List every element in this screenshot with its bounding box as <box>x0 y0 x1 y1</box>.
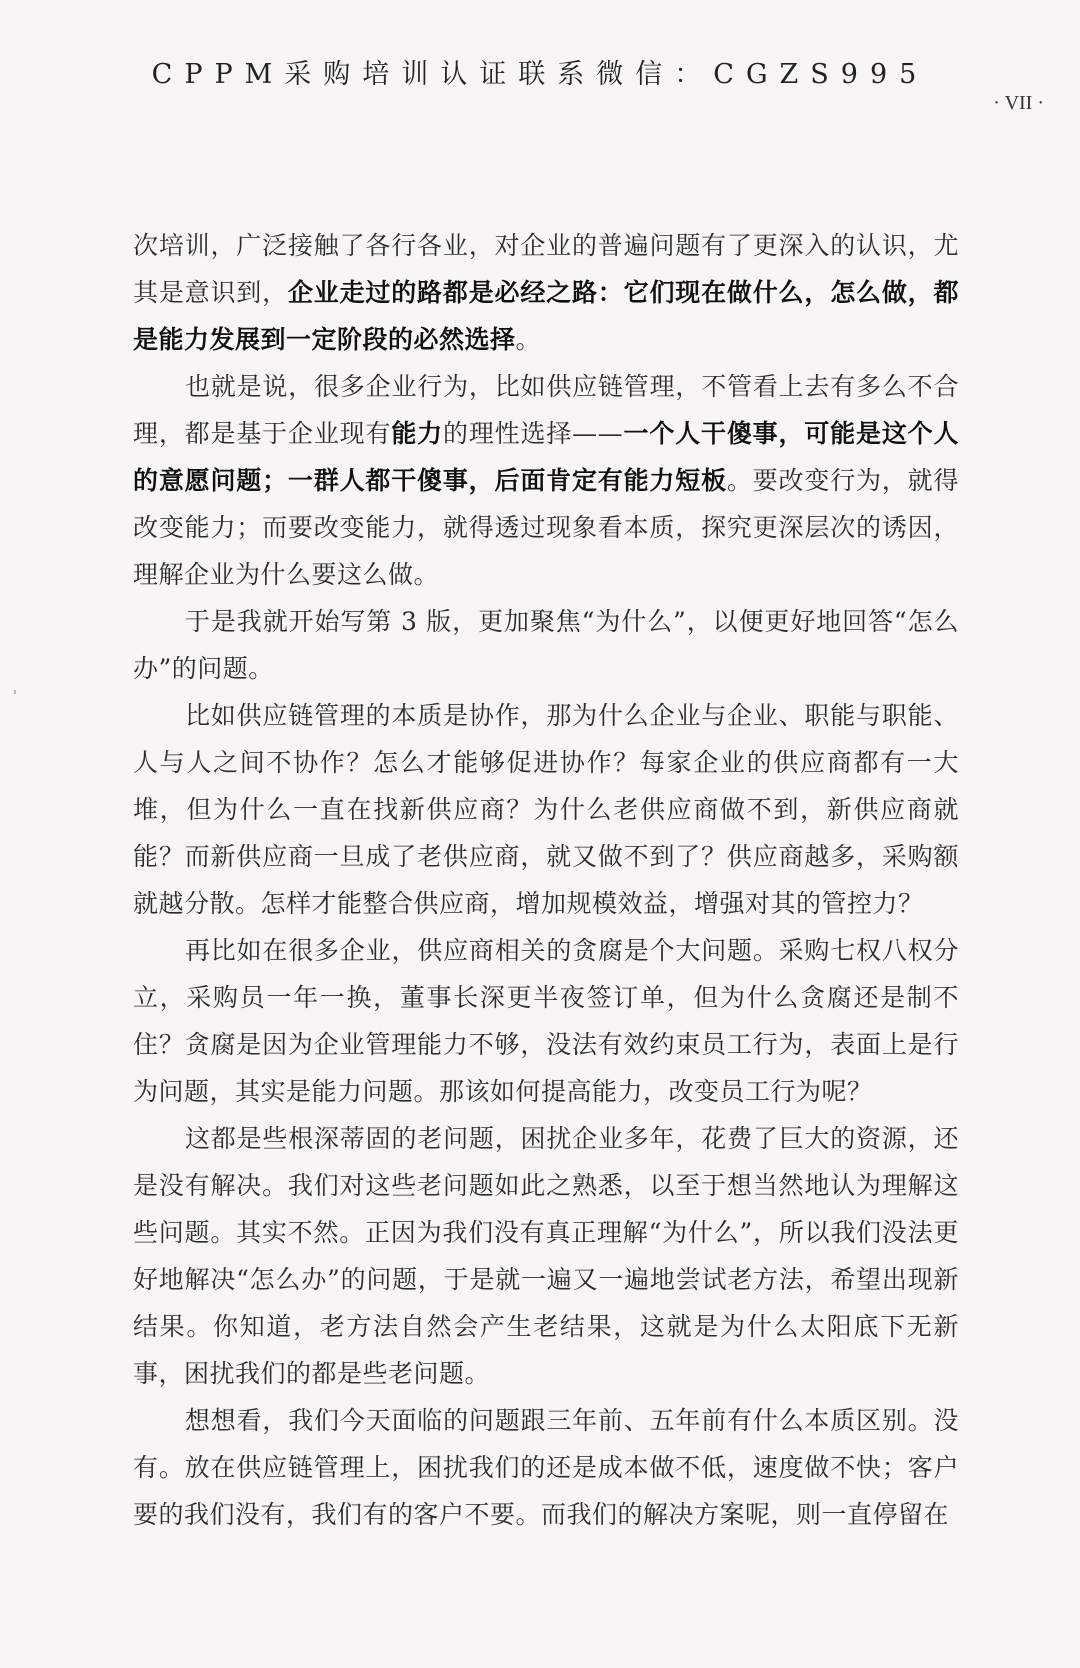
text-run: 这都是些根深蒂固的老问题，困扰企业多年，花费了巨大的资源，还是没有解决。我们对这些老问题如此之熟悉，以至于想当然地认为理解这些问题。其实不然。正因为我们没有真正理解“为什么”，所以我们没法更好地解决“怎么办”的问题，于是就一遍又一遍地尝试老方法，希望出现新结果。你知道，老方法自然会产生老结果，这就是为什么太阳底下无新事，困扰我们的都是些老问题。 <box>133 1124 959 1388</box>
text-run: 再比如在很多企业，供应商相关的贪腐是个大问题。采购七权八权分立，采购员一年一换，董事长深更半夜签订单，但为什么贪腐还是制不住？贪腐是因为企业管理能力不够，没法有效约束员工行为，表面上是行为问题，其实是能力问题。那该如何提高能力，改变员工行为呢？ <box>133 936 959 1106</box>
text-run: 。要改变行为，就得改变能力；而要改变能力，就得透过现象看本质，探究更深层次的诱因，理解企业为什么要这么做。 <box>133 466 959 589</box>
text-run: 的理性选择—— <box>443 419 624 448</box>
text-run: 也就是说，很多企业行为，比如供应链管理，不管看上去有多么不合理，都是基于企业现有 <box>133 372 959 448</box>
paragraph <box>133 927 959 1115</box>
paragraph <box>133 692 959 927</box>
bold-text-run: 一个人干傻事，可能是这个人的意愿问题；一群人都干傻事，后面肯定有能力短板 <box>133 419 959 495</box>
text-run: 比如供应链管理的本质是协作，那为什么企业与企业、职能与职能、人与人之间不协作？怎么才能够促进协作？每家企业的供应商都有一大堆，但为什么一直在找新供应商？为什么老供应商做不到，新供应商就能？而新供应商一旦成了老供应商，就又做不到了？供应商越多，采购额就越分散。怎样才能整合供应商，增加规模效益，增强对其的管控力？ <box>133 701 959 918</box>
paragraph <box>133 598 959 692</box>
paragraph <box>133 363 959 598</box>
bold-text-run: 企业走过的路都是必经之路：它们现在做什么，怎么做，都是能力发展到一定阶段的必然选择 <box>133 278 959 354</box>
scan-mark <box>14 690 16 694</box>
paragraph <box>133 1115 959 1397</box>
paragraph <box>133 222 959 363</box>
text-run: 。 <box>515 325 542 354</box>
body-text <box>133 222 959 1538</box>
page-number: · VII · <box>993 92 1044 114</box>
bold-text-run: 能力 <box>391 419 443 448</box>
text-run: 想想看，我们今天面临的问题跟三年前、五年前有什么本质区别。没有。放在供应链管理上，困扰我们的还是成本做不低，速度做不快；客户要的我们没有，我们有的客户不要。而我们的解决方案呢，则一直停留在 <box>133 1406 959 1529</box>
watermark-header: CPPM采购培训认证联系微信：CGZS995 <box>151 59 929 90</box>
paragraph <box>133 1397 959 1538</box>
text-run: 于是我就开始写第 3 版，更加聚焦“为什么”，以便更好地回答“怎么办”的问题。 <box>133 607 959 683</box>
text-run: 次培训，广泛接触了各行各业，对企业的普遍问题有了更深入的认识，尤其是意识到， <box>133 231 959 307</box>
